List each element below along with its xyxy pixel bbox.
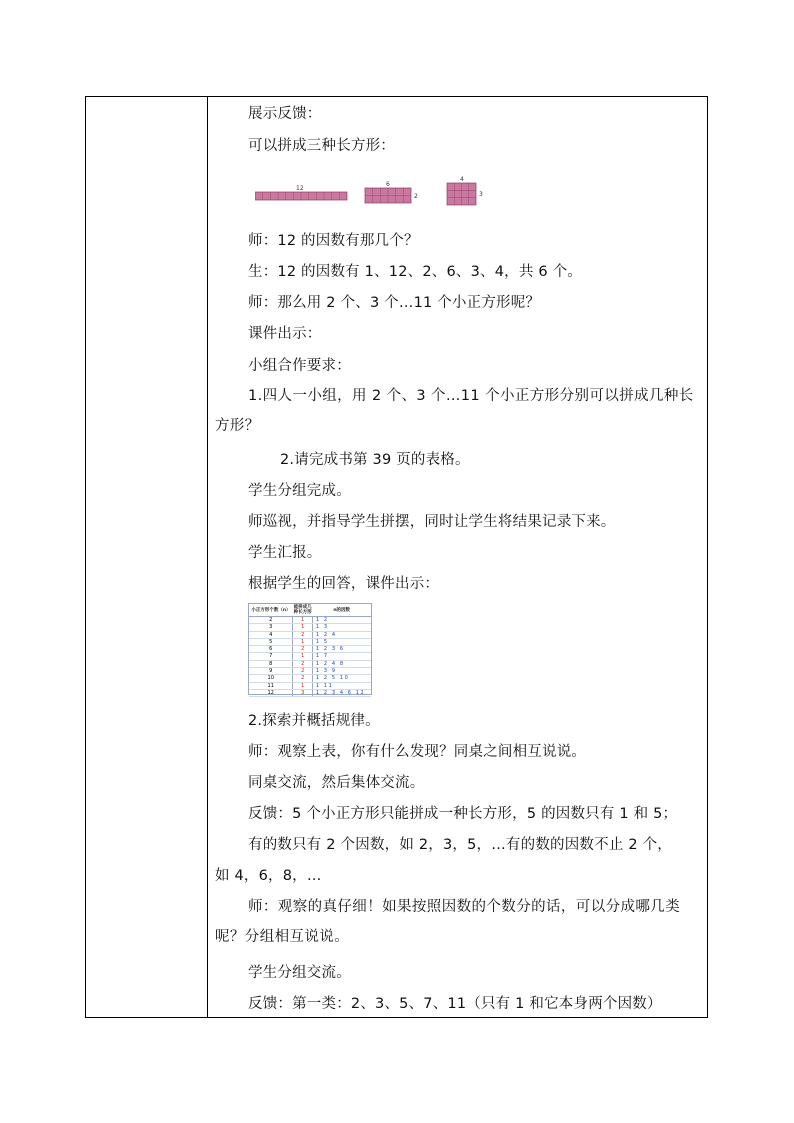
rectangles-svg — [255, 178, 515, 218]
text-line: 师：12 的因数有那几个？ — [248, 233, 419, 249]
rect-a-top-label: 12 — [296, 185, 304, 192]
table-cell: 2 — [293, 631, 313, 638]
table-row — [249, 638, 371, 645]
table-cell: 2 — [293, 646, 313, 653]
table-cell: 3 — [293, 689, 313, 696]
text-line: 学生分组交流。 — [248, 965, 351, 981]
table-cell: 1 2 5 10 — [312, 675, 371, 682]
text-line: 2.请完成书第 39 页的表格。 — [280, 452, 470, 468]
text-line: 课件出示： — [248, 326, 322, 342]
rect-b-top-label: 6 — [386, 181, 390, 188]
text-paragraph: 师：观察的真仔细！如果按照因数的个数分的话，可以分成哪几类呢？分组相互说说。 — [215, 899, 681, 945]
text-line: 学生分组完成。 — [248, 483, 351, 499]
text-line: 可以拼成三种长方形： — [248, 138, 395, 154]
text-paragraph: 1.四人一小组，用 2 个、3 个…11 个小正方形分别可以拼成几种长方形？ — [215, 388, 694, 434]
text-line: 小组合作要求： — [248, 358, 351, 374]
table-body — [249, 617, 371, 697]
table-cell: 1 3 — [312, 624, 371, 631]
rectangle-12x1 — [255, 192, 347, 200]
text-line: 如 4，6，8，… — [215, 868, 322, 884]
table-row — [249, 617, 371, 624]
text-line: 师：观察上表，你有什么发现？同桌之间相互说说。 — [248, 744, 587, 760]
table-cell: 1 2 4 — [312, 631, 371, 638]
text-line: 师巡视，并指导学生拼摆，同时让学生将结果记录下来。 — [248, 514, 616, 530]
table-cell: 9 — [249, 668, 293, 675]
table-cell: 12 — [249, 689, 293, 696]
rectangle-4x3 — [447, 183, 476, 205]
table-cell: 5 — [249, 638, 293, 645]
table-cell: 2 — [249, 617, 293, 624]
table-cell: 1 3 9 — [312, 668, 371, 675]
table-row — [249, 631, 371, 638]
table-row — [249, 689, 371, 696]
table-cell: 2 — [293, 660, 313, 667]
table-row — [249, 660, 371, 667]
table-cell: 1 — [293, 682, 313, 689]
table-cell: 1 2 4 8 — [312, 660, 371, 667]
table-header-cell: 小正方形个数（n） — [249, 604, 293, 617]
text-line: 2.探索并概括规律。 — [248, 713, 380, 729]
table-cell: 1 — [293, 653, 313, 660]
table-header-cell: n的因数 — [312, 604, 371, 617]
rect-c-side-label: 3 — [479, 191, 483, 198]
rect-b-side-label: 2 — [414, 193, 418, 200]
table-header-row — [249, 604, 371, 617]
table-cell: 1 2 — [312, 617, 371, 624]
text-line: 师：那么用 2 个、3 个…11 个小正方形呢？ — [248, 295, 541, 311]
table-cell: 1 2 3 4 6 12 — [312, 689, 371, 696]
table-row — [249, 624, 371, 631]
table-row — [249, 682, 371, 689]
text-line: 展示反馈： — [248, 106, 322, 122]
table-cell: 10 — [249, 675, 293, 682]
table-row — [249, 653, 371, 660]
text-line: 有的数只有 2 个因数，如 2，3，5，…有的数的因数不止 2 个， — [248, 837, 672, 853]
table-cell: 7 — [249, 653, 293, 660]
table-row — [249, 668, 371, 675]
factor-table-image — [248, 603, 372, 695]
table-cell: 1 — [293, 617, 313, 624]
table-cell: 2 — [293, 675, 313, 682]
text-line: 反馈：5 个小正方形只能拼成一种长方形，5 的因数只有 1 和 5； — [248, 806, 678, 822]
text-line: 同桌交流，然后集体交流。 — [248, 775, 425, 791]
factor-table — [249, 604, 371, 697]
text-line: 生：12 的因数有 1、12、2、6、3、4，共 6 个。 — [248, 264, 582, 280]
table-cell: 4 — [249, 631, 293, 638]
table-cell: 3 — [249, 624, 293, 631]
table-row — [249, 675, 371, 682]
table-cell: 1 — [293, 624, 313, 631]
table-cell: 1 — [293, 638, 313, 645]
text-line: 反馈：第一类：2、3、5、7、11（只有 1 和它本身两个因数） — [248, 996, 662, 1012]
text-line: 学生汇报。 — [248, 545, 322, 561]
table-cell: 1 11 — [312, 682, 371, 689]
column-divider — [207, 96, 208, 1018]
table-cell: 1 7 — [312, 653, 371, 660]
table-cell: 6 — [249, 646, 293, 653]
table-cell: 11 — [249, 682, 293, 689]
text-line: 根据学生的回答，课件出示： — [248, 576, 440, 592]
table-cell: 1 2 3 6 — [312, 646, 371, 653]
table-cell: 1 5 — [312, 638, 371, 645]
table-header-cell: 能拼成几种长方形 — [293, 605, 312, 615]
rect-c-top-label: 4 — [460, 176, 464, 183]
table-cell: 8 — [249, 660, 293, 667]
table-cell: 2 — [293, 668, 313, 675]
rectangles-figure — [255, 178, 515, 218]
rectangle-6x2 — [365, 188, 411, 203]
table-row — [249, 646, 371, 653]
